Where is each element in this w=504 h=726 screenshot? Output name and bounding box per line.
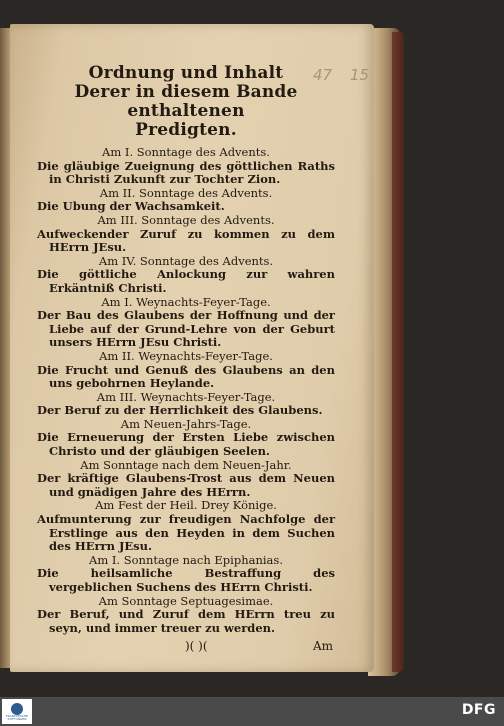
sermon-title: Der kräftige Glaubens-Trost aus dem Neuen und gnädigen Jahre des HErrn. xyxy=(37,471,335,499)
sermon-title: Die göttliche Anlockung zur wahren Erkäntniß Christi. xyxy=(37,267,335,295)
occasion-heading: Am III. Sonntage des Advents. xyxy=(97,212,275,227)
sermon-title: Der Beruf zu der Herrlichkeit des Glaubens. xyxy=(37,403,323,418)
pencil-mark: 47 xyxy=(313,66,333,84)
franckesche-stiftungen-logo[interactable] xyxy=(2,699,32,724)
occasion-heading: Am Sonntage nach dem Neuen-Jahr. xyxy=(80,457,292,472)
title-line: Derer in diesem Bande enthaltenen xyxy=(74,82,298,121)
occasion-heading: Am III. Weynachts-Feyer-Tage. xyxy=(96,389,276,404)
sermon-title: Die heilsamliche Bestraffung des vergeblichen Suchens des HErrn Christi. xyxy=(37,566,335,594)
catchword: Am xyxy=(312,639,333,654)
sermon-title: Die gläubige Zueignung des göttlichen Raths in Christi Zukunft zur Tochter Zion. xyxy=(37,158,335,187)
pencil-mark: 15 xyxy=(350,66,370,84)
sermon-title: Aufweckender Zuruf zu kommen zu dem HErrn JEsu. xyxy=(37,226,335,255)
book-cover-edge xyxy=(392,32,404,672)
occasion-heading: Am I. Sonntage nach Epiphanias. xyxy=(89,552,283,567)
sermon-title: Die Erneuerung der Ersten Liebe zwischen Christo und der gläubigen Seelen. xyxy=(37,430,335,459)
signature-mark: )( )( xyxy=(185,639,208,654)
occasion-heading: Am I. Sonntage des Advents. xyxy=(102,145,270,159)
dfg-logo[interactable]: DFG xyxy=(461,702,496,718)
logo-emblem-icon xyxy=(11,703,23,715)
sermon-title: Der Bau des Glaubens der Hoffnung und der Liebe auf der Grund-Lehre von der Geburt unsers HErrn JEsu Christi. xyxy=(37,308,335,350)
page-title xyxy=(37,64,335,140)
occasion-heading: Am II. Sonntage des Advents. xyxy=(99,185,273,200)
page-footer xyxy=(37,637,335,655)
sermon-title: Aufmunterung zur freudigen Nachfolge der Erstlinge aus den Heyden in dem Suchen des HErrn JEsu. xyxy=(37,512,335,554)
logo-text: FRANCKESCHE STIFTUNGEN xyxy=(5,713,29,721)
sermon-title: Die Ubung der Wachsamkeit. xyxy=(37,199,225,214)
viewer-footer-bar xyxy=(0,697,504,726)
sermon-list xyxy=(37,146,335,635)
occasion-heading: Am IV. Sonntage des Advents. xyxy=(98,253,274,268)
facing-page-edge xyxy=(0,28,10,668)
sermon-title: Der Beruf, und Zuruf dem HErrn treu zu seyn, und immer treuer zu werden. xyxy=(37,607,335,635)
sermon-title: Die Frucht und Genuß des Glaubens an den uns gebohrnen Heylande. xyxy=(37,362,335,391)
occasion-heading: Am Neuen-Jahrs-Tage. xyxy=(120,416,252,431)
occasion-heading: Am Fest der Heil. Drey Könige. xyxy=(95,498,277,513)
occasion-heading: Am Sonntage Septuagesimae. xyxy=(98,593,274,608)
occasion-heading: Am II. Weynachts-Feyer-Tage. xyxy=(99,348,273,363)
title-line: Predigten. xyxy=(135,120,237,140)
occasion-heading: Am I. Weynachts-Feyer-Tage. xyxy=(101,294,271,309)
title-line: Ordnung und Inhalt xyxy=(88,63,284,83)
page-text xyxy=(37,64,335,655)
